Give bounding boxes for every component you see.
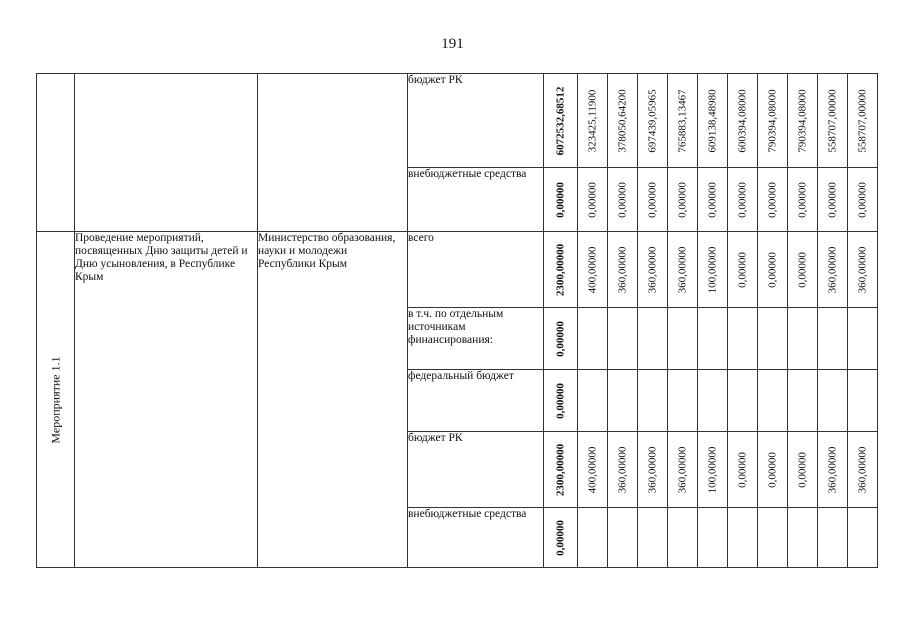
total-cell: 0,00000 <box>544 370 578 432</box>
value-cell: 0,00000 <box>788 432 818 508</box>
value-cell: 0,00000 <box>668 168 698 232</box>
source-cell: внебюджетные средства <box>408 508 544 568</box>
source-cell: внебюджетные средства <box>408 168 544 232</box>
value-cell: 0,00000 <box>758 432 788 508</box>
table-row <box>37 232 878 308</box>
value-cell: 360,00000 <box>638 232 668 308</box>
value-cell <box>698 308 728 370</box>
total-cell: 0,00000 <box>544 508 578 568</box>
value-cell: 400,00000 <box>578 232 608 308</box>
table-row <box>37 74 878 168</box>
value-cell: 378050,64200 <box>608 74 638 168</box>
value-cell: 0,00000 <box>788 168 818 232</box>
total-cell: 0,00000 <box>544 308 578 370</box>
value-cell <box>788 308 818 370</box>
value-cell: 0,00000 <box>608 168 638 232</box>
value-cell: 697439,05965 <box>638 74 668 168</box>
value-cell: 0,00000 <box>578 168 608 232</box>
prev-label-cell <box>37 74 75 232</box>
value-cell: 609138,48980 <box>698 74 728 168</box>
value-cell <box>728 308 758 370</box>
value-cell: 360,00000 <box>638 432 668 508</box>
total-cell: 2300,00000 <box>544 232 578 308</box>
source-cell: федеральный бюджет <box>408 370 544 432</box>
value-cell <box>578 370 608 432</box>
value-cell <box>668 370 698 432</box>
value-cell <box>848 308 878 370</box>
prev-description-cell <box>75 74 258 232</box>
value-cell: 558707,00000 <box>848 74 878 168</box>
value-cell <box>818 370 848 432</box>
value-cell <box>698 508 728 568</box>
value-cell <box>788 508 818 568</box>
value-cell <box>698 370 728 432</box>
value-cell: 0,00000 <box>758 232 788 308</box>
source-cell: в т.ч. по отдельным источникам финансирования: <box>408 308 544 370</box>
value-cell: 360,00000 <box>818 432 848 508</box>
value-cell: 323425,11900 <box>578 74 608 168</box>
source-cell: бюджет РК <box>408 74 544 168</box>
value-cell: 0,00000 <box>848 168 878 232</box>
value-cell <box>608 308 638 370</box>
source-cell: всего <box>408 232 544 308</box>
total-cell: 6072532,68512 <box>544 74 578 168</box>
value-cell <box>818 308 848 370</box>
value-cell: 100,00000 <box>698 432 728 508</box>
value-cell <box>638 370 668 432</box>
measure-label: Мероприятие 1.1 <box>48 355 62 444</box>
value-cell: 360,00000 <box>668 232 698 308</box>
value-cell: 360,00000 <box>608 232 638 308</box>
value-cell <box>608 370 638 432</box>
source-cell: бюджет РК <box>408 432 544 508</box>
value-cell <box>668 508 698 568</box>
value-cell: 360,00000 <box>608 432 638 508</box>
value-cell: 600394,08000 <box>728 74 758 168</box>
value-cell: 360,00000 <box>848 232 878 308</box>
value-cell: 790394,08000 <box>788 74 818 168</box>
value-cell: 0,00000 <box>698 168 728 232</box>
measure-label-cell <box>37 232 75 568</box>
value-cell <box>578 508 608 568</box>
value-cell: 0,00000 <box>728 168 758 232</box>
value-cell: 0,00000 <box>728 232 758 308</box>
value-cell: 360,00000 <box>818 232 848 308</box>
page-number: 191 <box>441 36 464 52</box>
value-cell <box>638 508 668 568</box>
value-cell <box>638 308 668 370</box>
value-cell <box>758 508 788 568</box>
value-cell <box>848 370 878 432</box>
prev-executor-cell <box>258 74 408 232</box>
value-cell <box>728 370 758 432</box>
value-cell: 400,00000 <box>578 432 608 508</box>
value-cell: 360,00000 <box>668 432 698 508</box>
value-cell: 100,00000 <box>698 232 728 308</box>
value-cell: 0,00000 <box>638 168 668 232</box>
value-cell <box>578 308 608 370</box>
measure-description: Проведение мероприятий, посвященных Дню защиты детей и Дню усыновления, в Республике Крым <box>75 232 258 568</box>
value-cell: 765883,13467 <box>668 74 698 168</box>
value-cell <box>728 508 758 568</box>
value-cell: 360,00000 <box>848 432 878 508</box>
value-cell <box>848 508 878 568</box>
value-cell: 0,00000 <box>758 168 788 232</box>
value-cell <box>608 508 638 568</box>
value-cell <box>668 308 698 370</box>
value-cell <box>758 308 788 370</box>
total-cell: 0,00000 <box>544 168 578 232</box>
value-cell <box>788 370 818 432</box>
measure-executor: Министерство образования, науки и молодежи Республики Крым <box>258 232 408 568</box>
value-cell: 0,00000 <box>728 432 758 508</box>
financing-table <box>36 73 878 568</box>
value-cell <box>818 508 848 568</box>
value-cell: 0,00000 <box>818 168 848 232</box>
value-cell: 0,00000 <box>788 232 818 308</box>
value-cell: 790394,08000 <box>758 74 788 168</box>
total-cell: 2300,00000 <box>544 432 578 508</box>
value-cell: 558707,00000 <box>818 74 848 168</box>
value-cell <box>758 370 788 432</box>
